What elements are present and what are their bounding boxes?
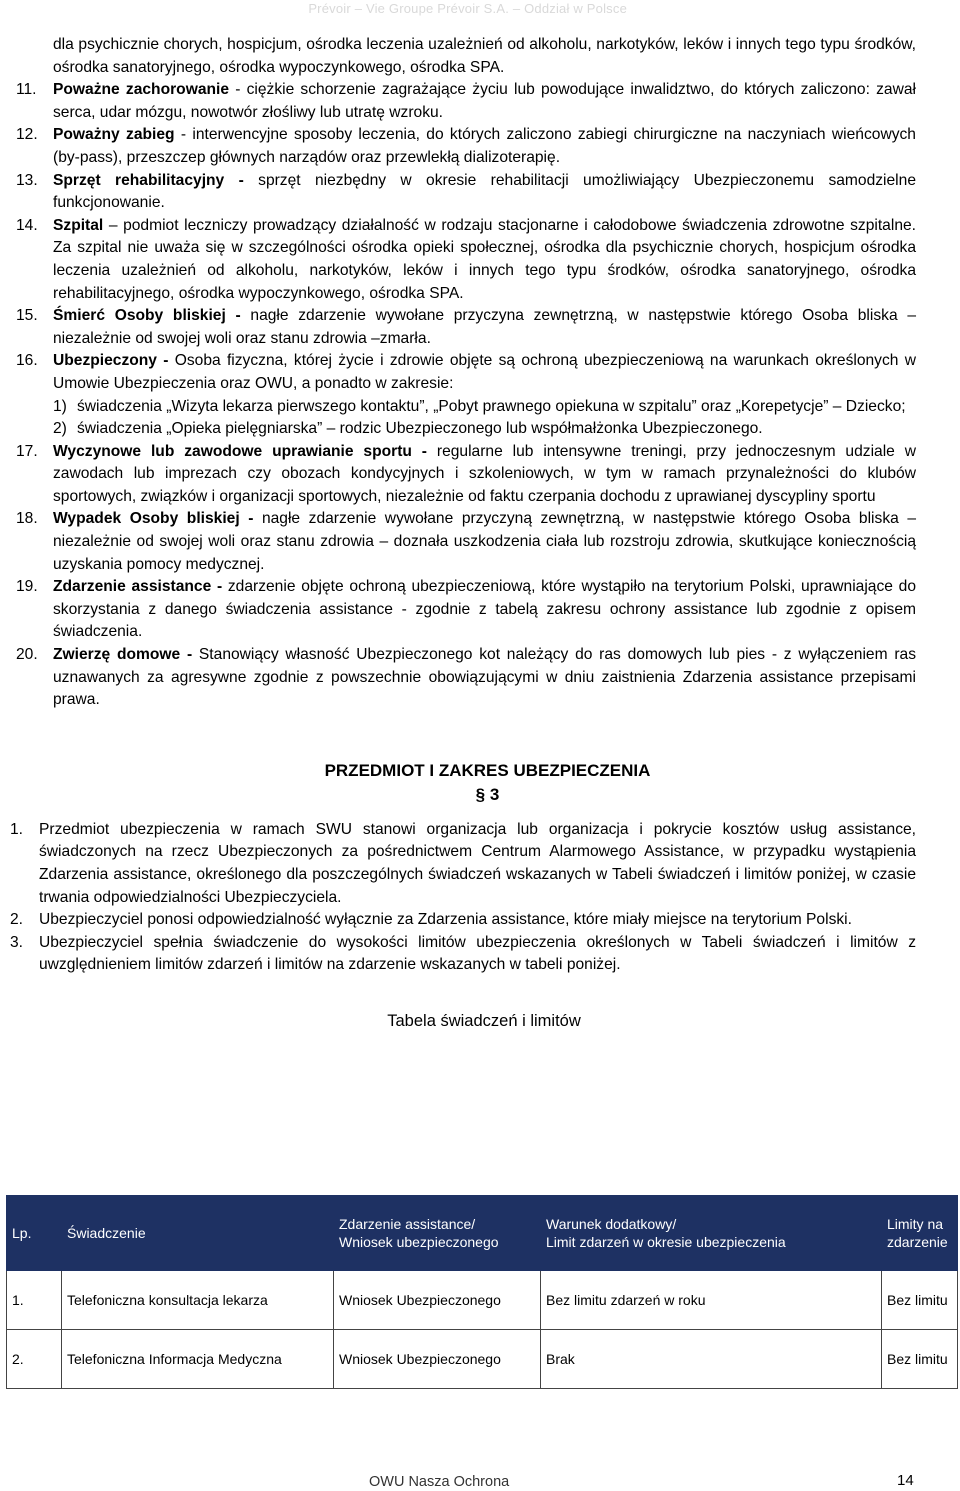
header-limit-line2: zdarzenie: [887, 1234, 948, 1250]
cell-lp: 1.: [7, 1271, 62, 1330]
header-lp: Lp.: [7, 1196, 62, 1271]
definition-10-continued: [0, 34, 960, 79]
point-number: 2.: [10, 911, 24, 929]
definition-term: Poważny zabieg: [53, 126, 175, 144]
definition-number: 11.: [16, 81, 37, 99]
definition-term: Poważne zachorowanie: [53, 81, 230, 99]
point-number: 3.: [10, 933, 24, 951]
document-body: [0, 34, 960, 1032]
sub-item-number: 2): [53, 420, 67, 438]
footer-document-name: OWU Nasza Ochrona: [369, 1474, 510, 1490]
definition-16: [0, 350, 960, 395]
header-service: Świadczenie: [62, 1196, 334, 1271]
point-3: [0, 932, 960, 977]
definition-term: Zdarzenie assistance -: [53, 578, 223, 596]
definition-text: - ciężkie schorzenie zagrażające życiu lub powodujące inwalidztwo, do których zaliczono: zawał serca, udar mózgu, nowotwór złośliwy lub utratę wzroku.: [53, 81, 916, 121]
sub-item-number: 1): [53, 397, 67, 415]
cell-lp: 2.: [7, 1330, 62, 1389]
definition-term: Wypadek Osoby bliskiej -: [53, 510, 254, 528]
definition-number: 12.: [16, 126, 38, 144]
header-event-line2: Wniosek ubezpieczonego: [339, 1234, 499, 1250]
definition-term: Szpital: [53, 216, 104, 234]
cell-event: Wniosek Ubezpieczonego: [334, 1271, 541, 1330]
definition-text: regularne lub intensywne treningi, przy jednoczesnym udziale w zawodach lub imprezach czy obozach kondycyjnych i szkoleniowych, w tym w ramach przynależności do klubów sportowych, związków i organizacji sportowych, niezależnie od faktu czerpania dochodu z uprawianej dyscypliny sportu: [53, 442, 916, 505]
header-limit: [882, 1196, 958, 1271]
definition-term: Zwierzę domowe -: [53, 646, 193, 664]
cell-limit: Bez limitu: [882, 1330, 958, 1389]
table-row: [7, 1271, 958, 1330]
cell-event: Wniosek Ubezpieczonego: [334, 1330, 541, 1389]
point-text: Ubezpieczyciel ponosi odpowiedzialność wyłącznie za Zdarzenia assistance, które miały miejsce na terytorium Polski.: [39, 911, 852, 929]
definition-text: nagłe zdarzenie wywołane przyczyną zewnętrzną, w następstwie którego Osoba bliska – niezależnie od swojej woli oraz stanu zdrowia – doznała uszkodzenia ciała lub rozstroju zdrowia, skutkujące koniecznością uzyskania pomocy medycznej.: [53, 510, 916, 573]
definition-term: Ubezpieczony -: [53, 352, 169, 370]
section-number: § 3: [475, 784, 500, 804]
definition-text: Stanowiący własność Ubezpieczonego kot należący do ras domowych lub pies - z wyłączeniem ras uznawanych za agresywne zgodnie z powszechnie obowiązującymi w dniu zaistnienia Zdarzenia assistance przepisami prawa.: [53, 646, 916, 709]
sub-item-2: [0, 418, 960, 441]
benefits-limits-table: [6, 1195, 958, 1389]
definition-15: [0, 305, 960, 350]
header-event: [334, 1196, 541, 1271]
definition-text: - interwencyjne sposoby leczenia, do których zaliczono zabiegi chirurgiczne na naczyniach wieńcowych (by-pass), przeszczep głównych narządów oraz przewlekłą dializoterapię.: [53, 126, 916, 166]
header-limit-line1: Limity na: [887, 1216, 944, 1232]
sub-item-text: świadczenia „Wizyta lekarza pierwszego kontaktu”, „Pobyt prawnego opiekuna w szpitalu” oraz „Korepetycje” – Dziecko;: [77, 397, 906, 415]
table-header-row: [7, 1196, 958, 1271]
definition-number: 19.: [16, 578, 38, 596]
cell-limit: Bez limitu: [882, 1271, 958, 1330]
definition-number: 16.: [16, 352, 38, 370]
section-title: PRZEDMIOT I ZAKRES UBEZPIECZENIA: [324, 760, 651, 780]
definition-19: [0, 576, 960, 644]
sub-item-1: [0, 396, 960, 419]
cell-service: Telefoniczna Informacja Medyczna: [62, 1330, 334, 1389]
definition-11: [0, 79, 960, 124]
definition-text: sprzęt niezbędny w okresie rehabilitacji umożliwiający Ubezpieczonemu samodzielne funkcjonowanie.: [53, 171, 916, 212]
definition-text: Osoba fizyczna, której życie i zdrowie objęte są ochroną ubezpieczeniową na warunkach określonych w Umowie Ubezpieczenia oraz OWU, a ponadto w zakresie:: [53, 352, 916, 392]
definition-text: zdarzenie objęte ochroną ubezpieczeniową, które wystąpiło na terytorium Polski, uprawniające do skorzystania z danego świadczenia assistance - zgodnie z tabelą zakresu ochrony assistance lub zgodnie z opisem świadczenia.: [53, 578, 916, 641]
table-caption: Tabela świadczeń i limitów: [387, 1011, 581, 1030]
definition-term: Sprzęt rehabilitacyjny -: [53, 171, 244, 189]
cell-condition: Bez limitu zdarzeń w roku: [541, 1271, 882, 1330]
page-header: [0, 0, 960, 18]
definition-12: [0, 124, 960, 169]
sub-item-text: świadczenia „Opieka pielęgniarska” – rodzic Ubezpieczonego lub współmałżonka Ubezpieczonego.: [77, 420, 763, 438]
header-event-line1: Zdarzenie assistance/: [339, 1216, 476, 1232]
definition-number: 17.: [16, 442, 38, 460]
definition-number: 13.: [16, 171, 38, 189]
header-condition: [541, 1196, 882, 1271]
point-1: [0, 819, 960, 909]
definition-term: Śmierć Osoby bliskiej -: [53, 307, 241, 325]
definition-text: dla psychicznie chorych, hospicjum, ośrodka leczenia uzależnień od alkoholu, narkotyków, leków i innych tego typu środków, ośrodka sanatoryjnego, ośrodka wypoczynkowego, ośrodka SPA.: [53, 36, 916, 76]
cell-service: Telefoniczna konsultacja lekarza: [62, 1271, 334, 1330]
point-2: [0, 909, 960, 932]
definition-number: 15.: [16, 307, 38, 325]
point-number: 1.: [10, 820, 24, 838]
definition-number: 14.: [16, 216, 38, 234]
definition-14: [0, 215, 960, 305]
definition-text: – podmiot leczniczy prowadzący działalność w rodzaju stacjonarne i całodobowe świadczenia zdrowotne szpitalne. Za szpital nie uważa się w szczególności ośrodka opieki społecznej, ośrodka dla psychicznie chorych, hospicjum ośrodka leczenia uzależnień od alkoholu, narkotyków, leków i innych tego typu środków, ośrodka sanatoryjnego, ośrodka rehabilitacyjnego, ośrodka wypoczynkowego, ośrodka SPA.: [53, 216, 916, 302]
definition-number: 18.: [16, 510, 38, 528]
cell-condition: Brak: [541, 1330, 882, 1389]
header-text: Prévoir – Vie Groupe Prévoir S.A. – Oddział w Polsce: [308, 1, 627, 16]
definition-17: [0, 441, 960, 509]
definition-13: [0, 170, 960, 215]
table-row: [7, 1330, 958, 1389]
header-condition-line1: Warunek dodatkowy/: [546, 1216, 677, 1232]
point-text: Przedmiot ubezpieczenia w ramach SWU stanowi organizacja lub organizacja i pokrycie kosztów usług assistance, świadczonych na rzecz Ubezpieczonych za pośrednictwem Centrum Alarmowego Assistance, w przypadku wystąpienia Zdarzenia assistance, określonego dla poszczególnych świadczeń wskazanych w Tabeli świadczeń i limitów poniżej, w czasie trwania odpowiedzialności Ubezpieczyciela.: [39, 820, 916, 906]
point-text: Ubezpieczyciel spełnia świadczenie do wysokości limitów ubezpieczenia określonych w Tabeli świadczeń i limitów z uwzględnieniem limitów zdarzeń i limitów na zdarzenie wskazanych w tabeli poniżej.: [39, 933, 916, 974]
header-condition-line2: Limit zdarzeń w okresie ubezpieczenia: [546, 1234, 786, 1250]
definition-18: [0, 508, 960, 576]
page-number: 14: [897, 1472, 914, 1489]
definition-text: nagłe zdarzenie wywołane przyczyna zewnętrzną, w następstwie którego Osoba bliska – niezależnie od swojej woli oraz stanu zdrowia –zmarła.: [53, 307, 916, 347]
definition-term: Wyczynowe lub zawodowe uprawianie sportu -: [53, 442, 427, 460]
definition-number: 20.: [16, 646, 38, 664]
definition-20: [0, 644, 960, 712]
